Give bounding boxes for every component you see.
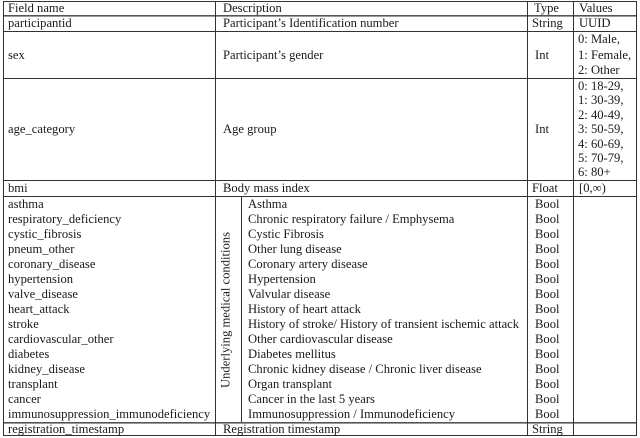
field-participantid: participantid <box>8 16 72 30</box>
header-description: Description <box>223 1 282 15</box>
condition-description: Chronic kidney disease / Chronic liver disease <box>248 362 482 376</box>
condition-type: Bool <box>535 347 560 361</box>
condition-description: Other lung disease <box>248 242 342 256</box>
value-option: 5: 70-79, <box>578 151 624 166</box>
condition-description: Immunosuppression / Immunodeficiency <box>248 407 456 421</box>
condition-field: cystic_fibrosis <box>8 227 82 241</box>
condition-description: Hypertension <box>248 272 316 286</box>
condition-type: Bool <box>535 197 560 211</box>
values-bmi: [0,∞) <box>579 181 606 195</box>
field-age-category: age_category <box>8 122 76 136</box>
condition-type: Bool <box>535 212 560 226</box>
condition-type: Bool <box>535 242 560 256</box>
type-sex: Int <box>535 48 549 62</box>
field-registration-timestamp: registration_timestamp <box>8 422 125 436</box>
description-participantid: Participant’s Identification number <box>223 16 399 30</box>
value-option: 1: 30-39, <box>578 93 624 108</box>
group-label-underlying-conditions <box>219 198 233 422</box>
condition-description: Cystic Fibrosis <box>248 227 324 241</box>
condition-description: Organ transplant <box>248 377 333 391</box>
condition-description: History of stroke/ History of transient ischemic attack <box>248 317 520 331</box>
description-bmi: Body mass index <box>223 181 310 195</box>
condition-type: Bool <box>535 377 560 391</box>
condition-type: Bool <box>535 317 560 331</box>
header-values: Values <box>579 1 613 15</box>
values-sex <box>578 32 631 79</box>
header-type: Type <box>534 1 559 15</box>
condition-field: diabetes <box>8 347 50 361</box>
value-option: 3: 50-59, <box>578 122 624 137</box>
condition-field: valve_disease <box>8 287 78 301</box>
condition-description: Asthma <box>248 197 288 211</box>
value-option: 0: Male, <box>578 32 620 46</box>
condition-type: Bool <box>535 257 560 271</box>
condition-field: respiratory_deficiency <box>8 212 122 226</box>
value-option: 0: 18-29, <box>578 79 624 93</box>
value-option: 1: Female, <box>578 47 632 62</box>
value-option: 2: 40-49, <box>578 107 624 122</box>
condition-type: Bool <box>535 272 560 286</box>
condition-field: heart_attack <box>8 302 70 316</box>
values-age-category <box>578 79 623 180</box>
description-registration-timestamp: Registration timestamp <box>223 422 341 436</box>
condition-description: Diabetes mellitus <box>248 347 336 361</box>
description-age-category: Age group <box>223 122 277 136</box>
column-divider-type-values <box>573 2 574 435</box>
data-dictionary-table <box>3 1 637 436</box>
condition-field: pneum_other <box>8 242 75 256</box>
group-label-divider <box>241 196 242 422</box>
condition-field: transplant <box>8 377 58 391</box>
type-participantid: String <box>532 16 563 30</box>
condition-field: immunosuppression_immunodeficiency <box>8 407 211 421</box>
condition-field: cardiovascular_other <box>8 332 114 346</box>
row-divider <box>4 78 636 79</box>
condition-description: Valvular disease <box>248 287 331 301</box>
condition-field: hypertension <box>8 272 74 286</box>
type-bmi: Float <box>532 181 558 195</box>
values-participantid: UUID <box>579 16 611 30</box>
value-option: 2: Other <box>578 63 620 77</box>
header-field-name: Field name <box>8 1 65 15</box>
condition-field: asthma <box>8 197 44 211</box>
value-option: 6: 80+ <box>578 165 611 180</box>
condition-type: Bool <box>535 227 560 241</box>
condition-type: Bool <box>535 362 560 376</box>
row-divider <box>4 31 636 32</box>
type-registration-timestamp: String <box>532 422 563 436</box>
condition-type: Bool <box>535 302 560 316</box>
type-age-category: Int <box>535 122 549 136</box>
condition-type: Bool <box>535 332 560 346</box>
condition-type: Bool <box>535 287 560 301</box>
condition-type: Bool <box>535 392 560 406</box>
condition-field: coronary_disease <box>8 257 96 271</box>
field-sex: sex <box>8 48 25 62</box>
condition-field: kidney_disease <box>8 362 85 376</box>
condition-field: stroke <box>8 317 39 331</box>
field-bmi: bmi <box>8 181 28 195</box>
description-sex: Participant’s gender <box>223 48 324 62</box>
condition-type: Bool <box>535 407 560 421</box>
group-label-text: Underlying medical conditions <box>218 232 233 388</box>
condition-description: Cancer in the last 5 years <box>248 392 375 406</box>
column-divider-field-description <box>215 2 216 435</box>
condition-description: Coronary artery disease <box>248 257 368 271</box>
condition-description: History of heart attack <box>248 302 361 316</box>
condition-description: Other cardiovascular disease <box>248 332 393 346</box>
condition-field: cancer <box>8 392 41 406</box>
value-option: 4: 60-69, <box>578 136 624 151</box>
column-divider-description-type <box>527 2 528 435</box>
condition-description: Chronic respiratory failure / Emphysema <box>248 212 455 226</box>
